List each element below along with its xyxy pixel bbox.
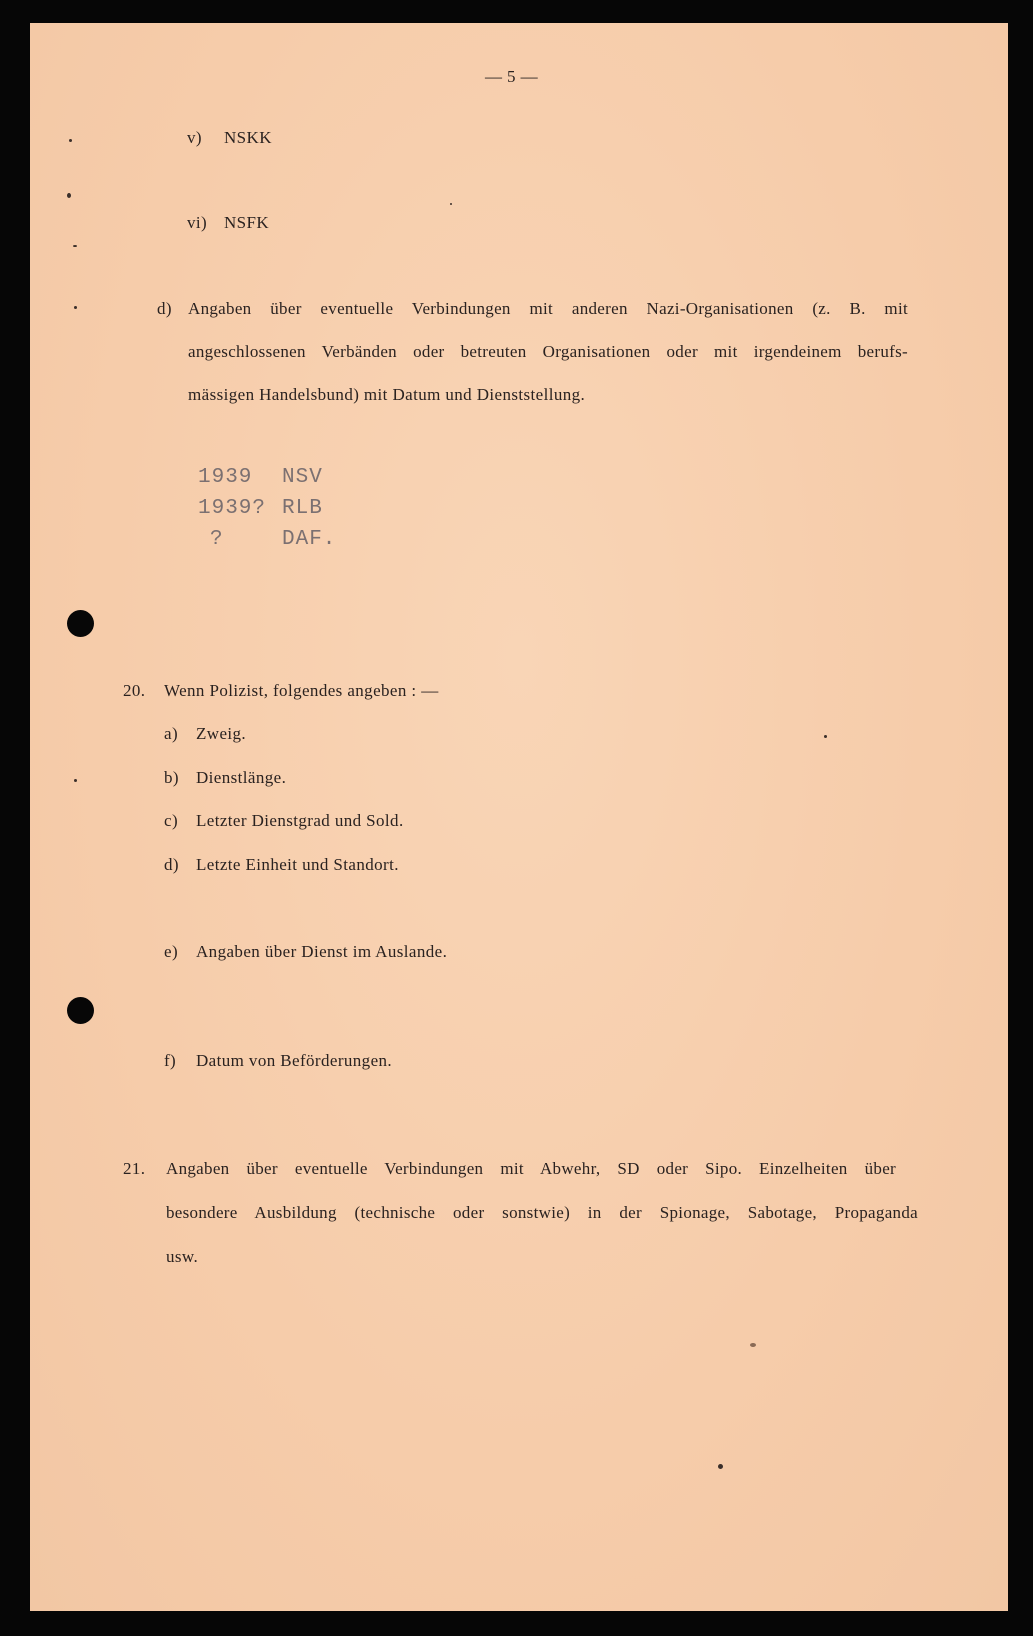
item-vi-text: NSFK [224,213,270,232]
q20-subitem-text: Datum von Beförderungen. [196,1051,393,1070]
paper-speck [450,203,452,205]
q20-subitem-label: a) [164,724,179,743]
question-20-number: 20. [123,681,146,700]
q20-subitem-label: d) [164,855,179,874]
typed-answer-year: 1939 [198,466,253,489]
question-20-text: Wenn Polizist, folgendes angeben : — [164,681,439,700]
item-vi-label: vi) [187,213,208,232]
paper-speck [67,193,71,198]
punch-hole [67,997,94,1024]
paper-speck [69,139,72,142]
typed-answer-org: RLB [282,497,323,520]
typed-answer-year: ? [210,528,224,551]
q20-subitem-text: Angaben über Dienst im Auslande. [196,942,448,961]
paper-speck [73,245,77,247]
q20-subitem-text: Letzte Einheit und Standort. [196,855,399,874]
q20-subitem-label: f) [164,1051,177,1070]
paper-speck [718,1464,723,1469]
item-v-text: NSKK [224,128,272,147]
q20-subitem-label: b) [164,768,179,787]
question-21-line-1: Angaben über eventuelle Verbindungen mit Abwehr, SD oder Sipo. Einzelheiten über [166,1159,896,1178]
q20-subitem-text: Zweig. [196,724,247,743]
paper-speck [74,779,77,782]
document-page [30,23,1008,1611]
paper-speck [750,1343,756,1347]
item-d-line-2: angeschlossenen Verbänden oder betreuten Organisationen oder mit irgendeinem berufs- [188,342,908,361]
paper-speck [824,735,827,738]
q20-subitem-text: Letzter Dienstgrad und Sold. [196,811,404,830]
q20-subitem-label: c) [164,811,179,830]
typed-answer-org: NSV [282,466,323,489]
question-21-line-2: besondere Ausbildung (technische oder sonstwie) in der Spionage, Sabotage, Propaganda [166,1203,918,1222]
punch-hole [67,610,94,637]
paper-speck [74,306,77,309]
typed-answer-org: DAF. [282,528,337,551]
typed-answer-year: 1939? [198,497,267,520]
item-d-line-3: mässigen Handelsbund) mit Datum und Dienststellung. [188,385,586,404]
q20-subitem-text: Dienstlänge. [196,768,287,787]
item-d-label: d) [157,299,172,318]
question-21-number: 21. [123,1159,146,1178]
question-21-line-3: usw. [166,1247,199,1266]
page-number: — 5 — [485,67,538,86]
item-d-line-1: Angaben über eventuelle Verbindungen mit anderen Nazi-Organisationen (z. B. mit [188,299,908,318]
item-v-label: v) [187,128,202,147]
q20-subitem-label: e) [164,942,179,961]
